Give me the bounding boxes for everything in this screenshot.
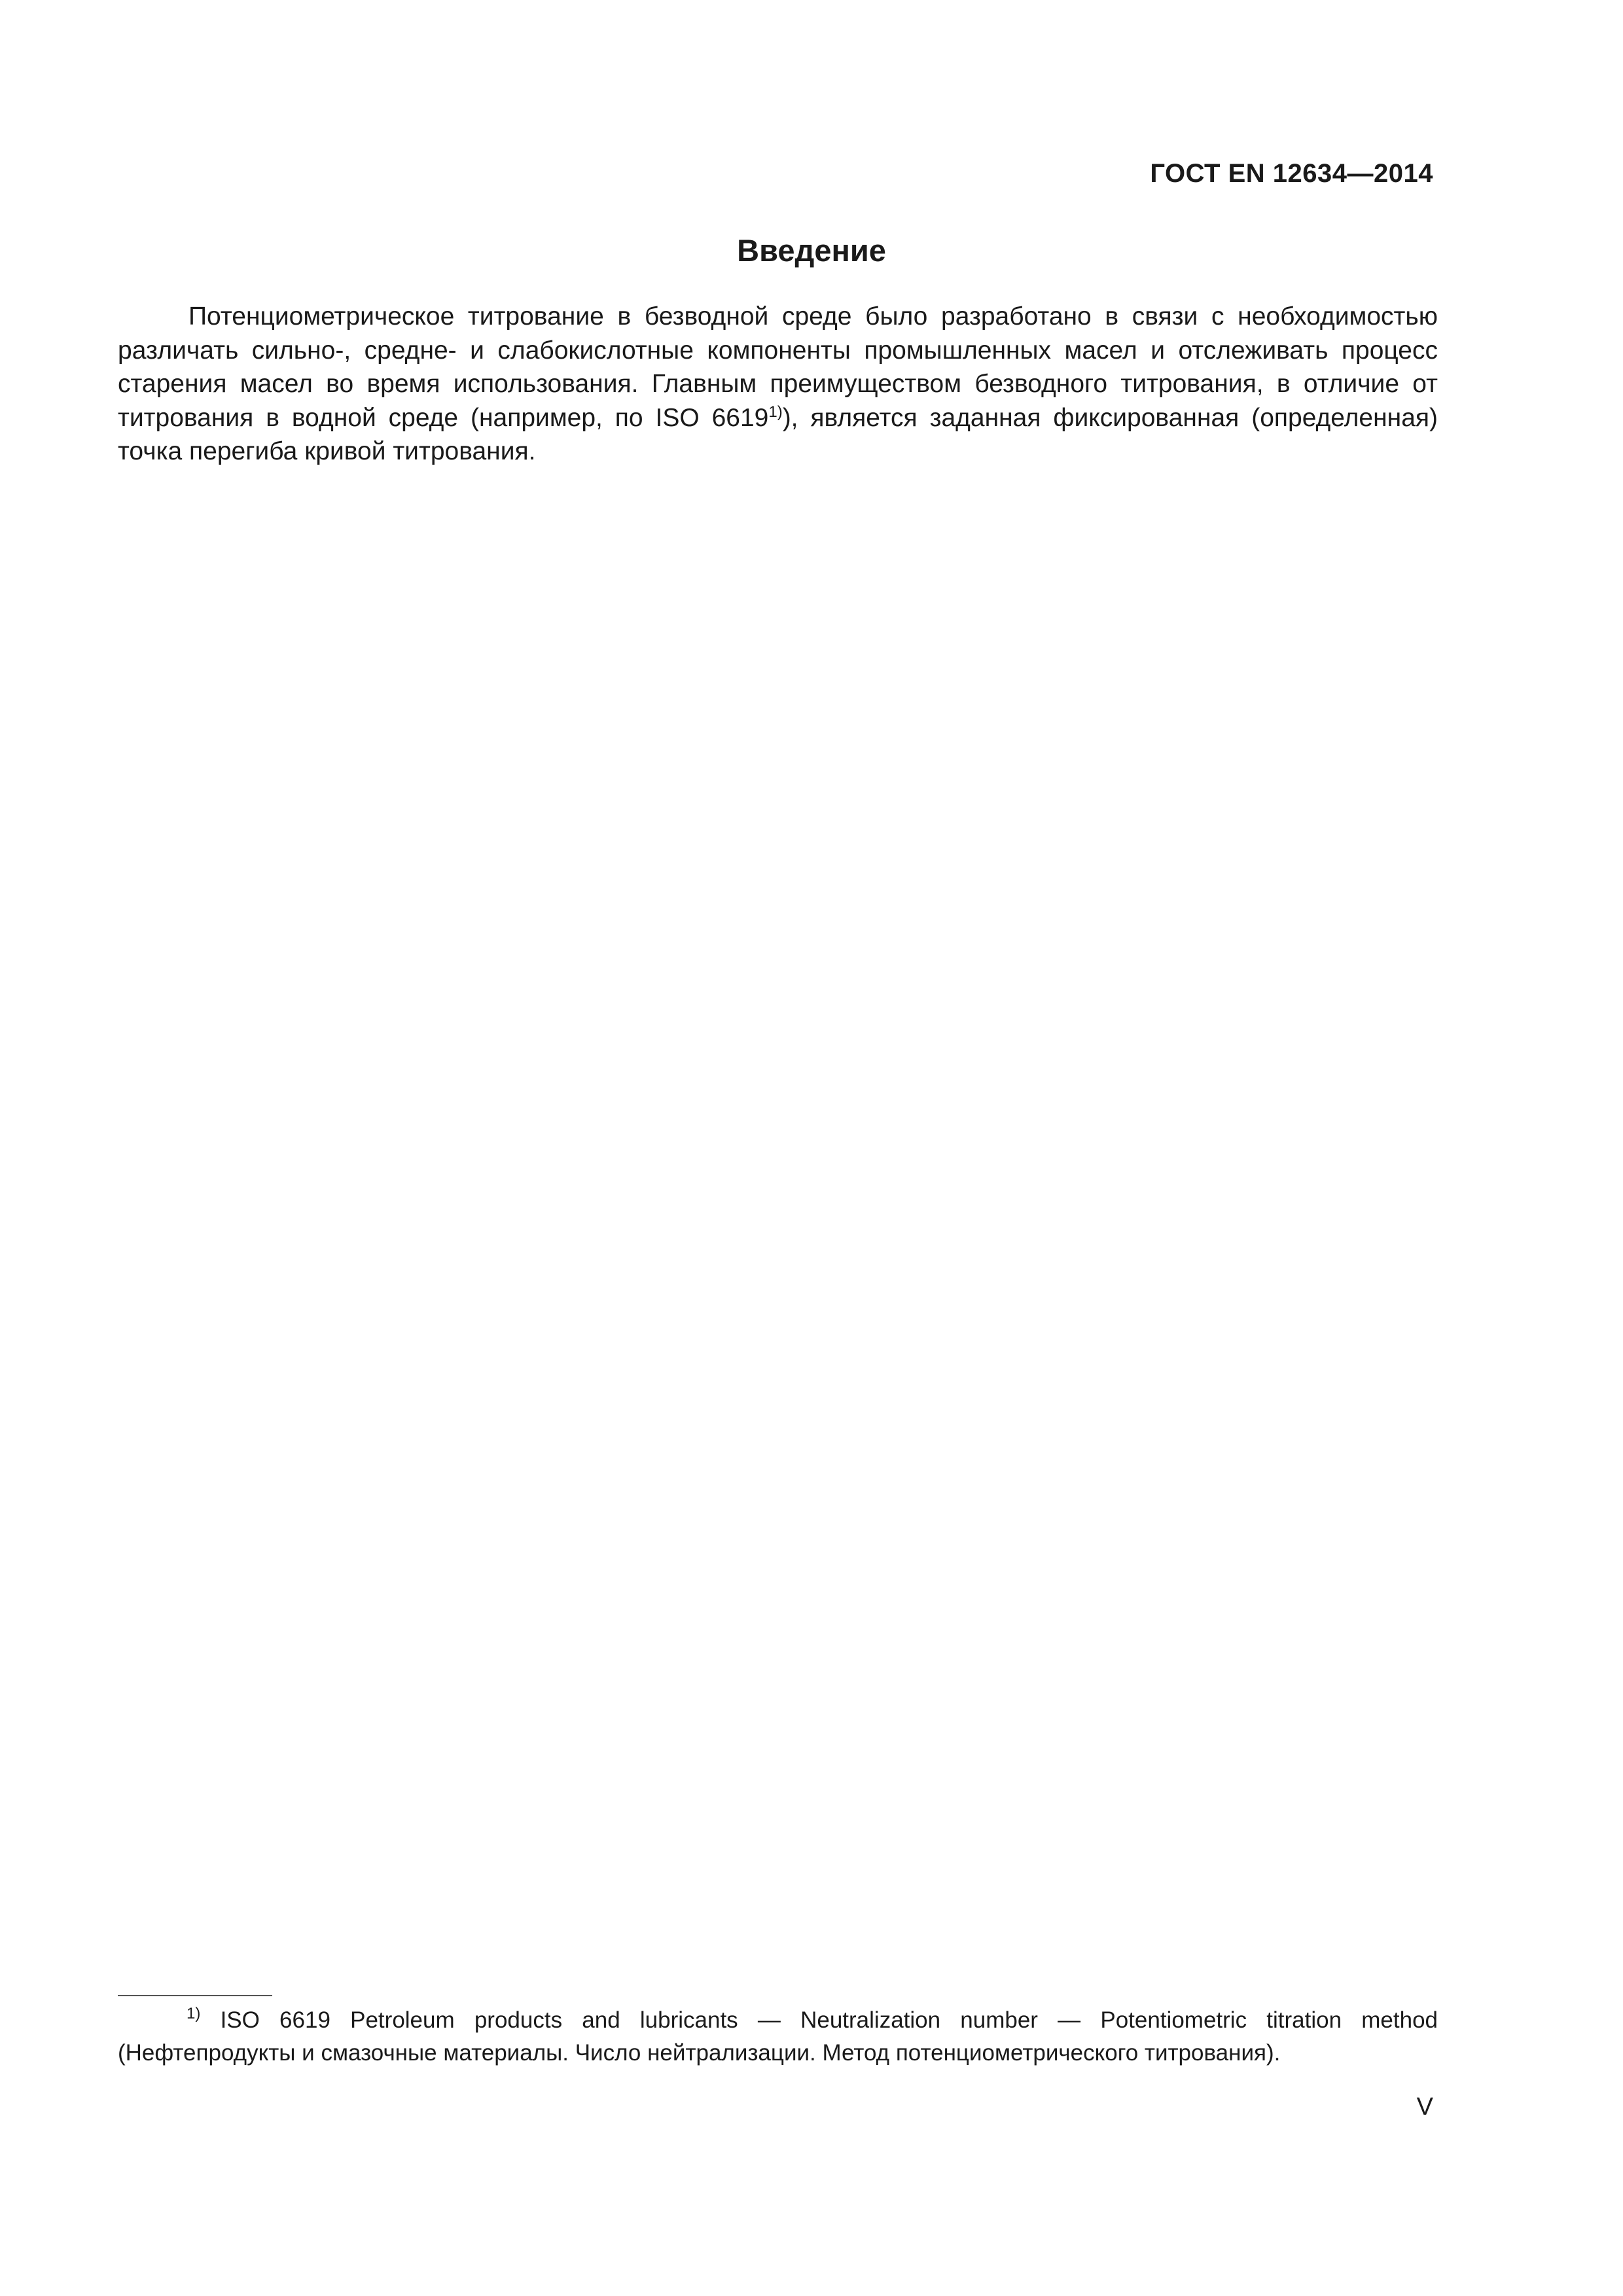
intro-paragraph xyxy=(118,300,1438,469)
document-code: ГОСТ EN 12634—2014 xyxy=(1150,159,1433,188)
footnote-separator xyxy=(118,1995,272,1996)
footnote-mark: 1) xyxy=(187,2005,201,2022)
footnote xyxy=(118,2004,1438,2070)
intro-paragraph-text-continued: ), является заданная фиксированная (определенная) точка перегиба кривой титрования. xyxy=(118,403,1438,465)
footnote-reference: 1) xyxy=(768,403,783,421)
page-number: V xyxy=(1416,2093,1433,2121)
intro-paragraph-text: Потенциометрическое титрование в безводной среде было разработано в связи с необходимостью различать сильно-, средне- и слабокислотные компоненты промышленных масел и отслеживать процесс старения масел во время использования. Главным преимуществом безводного титрования, в отличие от титрования в водной среде (например, по ISO 6619 xyxy=(118,302,1438,432)
section-title: Введение xyxy=(737,233,886,268)
footnote-text: ISO 6619 Petroleum products and lubricants — Neutralization number — Potentiometric titration method (Нефтепродукты и смазочные материалы. Число нейтрализации. Метод потенциометрического титрования). xyxy=(118,2007,1438,2066)
